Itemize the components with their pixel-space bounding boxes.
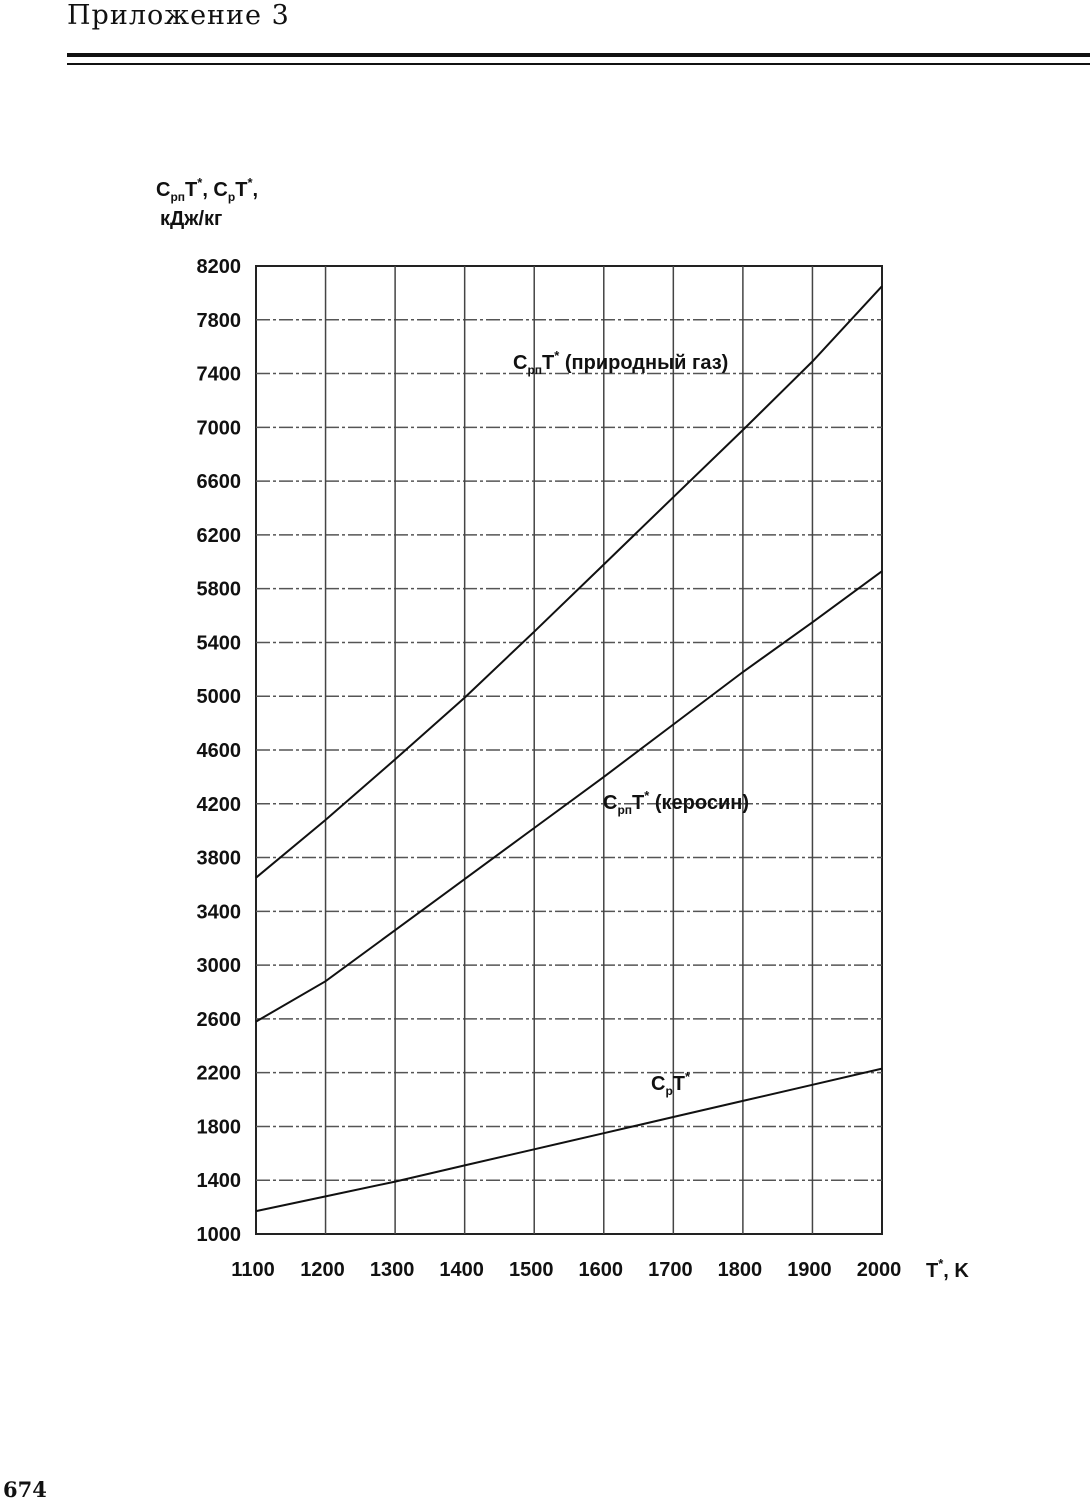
x-tick-label: 1100	[231, 1259, 275, 1281]
y-tick-label: 5400	[196, 632, 241, 655]
x-tick-label: 1200	[300, 1259, 345, 1281]
y-tick-label: 3000	[196, 955, 241, 978]
y-tick-label: 3800	[196, 847, 241, 870]
x-axis-label: T*, K	[926, 1256, 969, 1282]
x-tick-label: 1900	[787, 1259, 832, 1281]
series-label-2: $C_{pп}T^*$ (керосин)	[603, 788, 749, 817]
x-tick-label: 1500	[508, 1259, 554, 1281]
y-tick-label: 7400	[196, 363, 241, 386]
y-tick-label: 8200	[196, 256, 241, 278]
y-tick-label: 5800	[196, 578, 241, 601]
series-label-1: $C_{pп}T^*$ (природный газ)	[513, 348, 729, 377]
y-tick-label: 3400	[196, 901, 241, 924]
y-tick-label: 2200	[196, 1062, 241, 1085]
y-axis-label-line2: кДж/кг	[160, 208, 223, 230]
y-tick-label: 4200	[196, 793, 241, 816]
series-line-1	[256, 286, 882, 878]
x-tick-label: 2000	[856, 1259, 902, 1281]
x-tick-label: 1600	[578, 1259, 624, 1281]
y-axis-label-line1: $C_{pп}T^*$, $C_pT^*$,	[156, 175, 259, 204]
y-tick-label: 1800	[196, 1116, 241, 1139]
chart-labels	[156, 175, 969, 1282]
series-line-3	[256, 1069, 882, 1212]
y-tick-label: 7800	[196, 309, 241, 332]
chart-grid	[256, 266, 882, 1234]
y-tick-label: 6200	[196, 524, 241, 547]
y-axis-ticks	[197, 256, 242, 1246]
y-tick-label: 4600	[196, 740, 241, 762]
x-tick-label: 1700	[648, 1259, 693, 1281]
series-line-2	[256, 571, 882, 1021]
y-tick-label: 7000	[196, 417, 241, 440]
page-header-title: Приложение 3	[67, 0, 290, 31]
x-tick-label: 1400	[439, 1259, 484, 1281]
x-axis-ticks	[231, 1259, 901, 1281]
y-tick-label: 6600	[196, 471, 241, 494]
y-tick-label: 1000	[196, 1224, 241, 1246]
y-tick-label: 2600	[196, 1008, 241, 1031]
y-tick-label: 1400	[196, 1170, 241, 1193]
series-label-3: $C_pT^*$	[651, 1069, 691, 1098]
x-tick-label: 1300	[369, 1259, 415, 1281]
page-number: 674	[3, 1477, 47, 1502]
x-tick-label: 1800	[717, 1259, 763, 1281]
y-tick-label: 5000	[196, 686, 241, 709]
